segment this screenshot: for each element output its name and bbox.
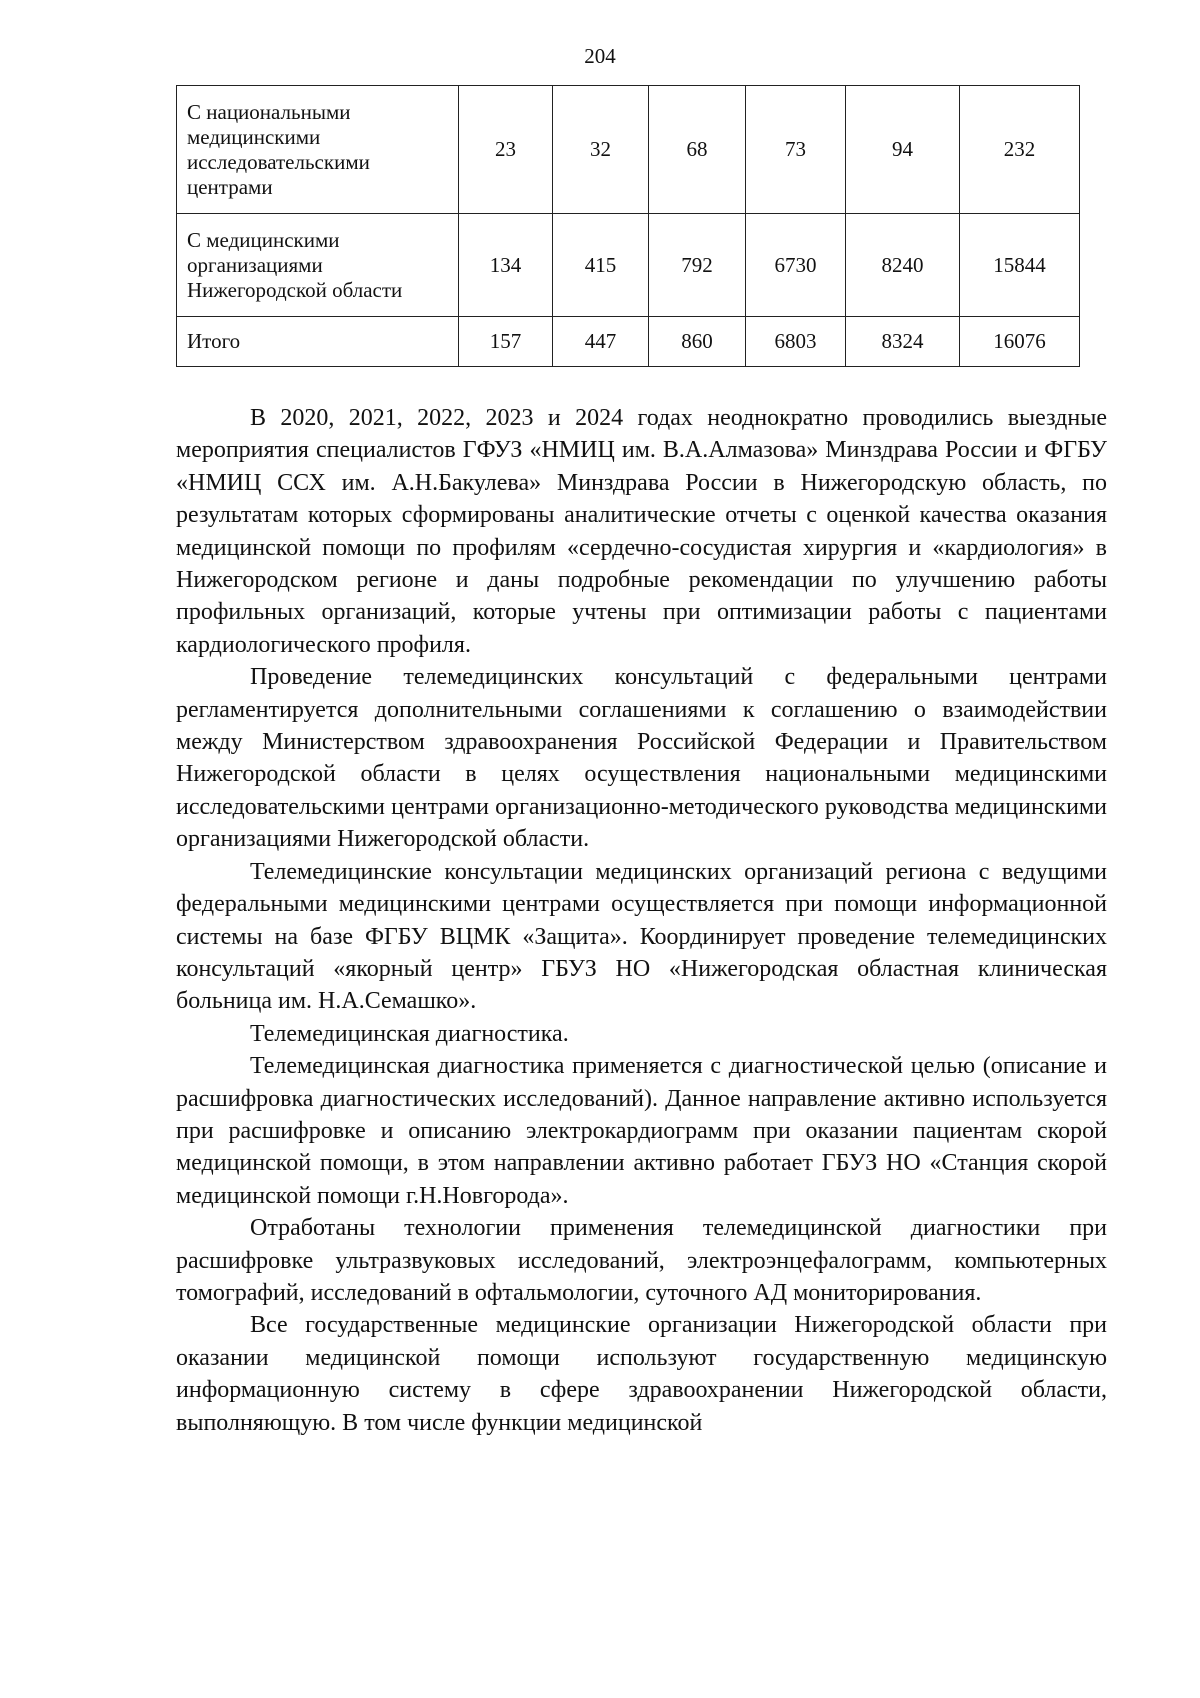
table-cell: 792 [649, 214, 746, 317]
body-text [176, 402, 1107, 1439]
paragraph: В 2020, 2021, 2022, 2023 и 2024 годах неоднократно проводились выездные мероприятия специалистов ГФУЗ «НМИЦ им. В.А.Алмазова» Минздрава России и ФГБУ «НМИЦ ССХ им. А.Н.Бакулева» Минздрава России в Нижегородскую область, по результатам которых сформированы аналитические отчеты с оценкой качества оказания медицинской помощи по профилям «сердечно-сосудистая хирургия и «кардиология» в Нижегородском регионе и даны подробные рекомендации по улучшению работы профильных организаций, которые учтены при оптимизации работы с пациентами кардиологического профиля. [176, 405, 1107, 658]
table-row-total [177, 317, 1080, 367]
table-cell: 94 [846, 86, 960, 214]
table-row [177, 86, 1080, 214]
table-cell: 16076 [960, 317, 1080, 367]
table-cell: 157 [459, 317, 553, 367]
page-number: 204 [584, 44, 616, 68]
row-label: Итого [177, 317, 459, 367]
table-cell: 8240 [846, 214, 960, 317]
table-cell: 8324 [846, 317, 960, 367]
paragraph: Отработаны технологии применения телемедицинской диагностики при расшифровке ультразвуковых исследований, электроэнцефалограмм, компьютерных томографий, исследований в офтальмологии, суточного АД мониторирования. [176, 1215, 1107, 1306]
table-cell: 6730 [746, 214, 846, 317]
table-cell: 6803 [746, 317, 846, 367]
table-cell: 415 [553, 214, 649, 317]
paragraph: Телемедицинская диагностика применяется с диагностической целью (описание и расшифровка диагностических исследований). Данное направление активно используется при расшифровке и описанию электрокардиограмм при оказании пациентам скорой медицинской помощи, в этом направлении активно работает ГБУЗ НО «Станция скорой медицинской помощи г.Н.Новгорода». [176, 1053, 1107, 1209]
table-cell: 232 [960, 86, 1080, 214]
table-cell: 23 [459, 86, 553, 214]
paragraph: Телемедицинская диагностика. [250, 1020, 569, 1047]
table-cell: 134 [459, 214, 553, 317]
table-cell: 32 [553, 86, 649, 214]
table-row [177, 214, 1080, 317]
row-label: С национальными медицинскими исследовательскими центрами [177, 86, 459, 214]
table-cell: 860 [649, 317, 746, 367]
paragraph: Все государственные медицинские организации Нижегородской области при оказании медицинской помощи используют государственную медицинскую информационную систему в сфере здравоохранении Нижегородской области, выполняющую. В том числе функции медицинской [176, 1312, 1107, 1436]
table-cell: 447 [553, 317, 649, 367]
row-label: С медицинскими организациями Нижегородской области [177, 214, 459, 317]
table-cell: 68 [649, 86, 746, 214]
table-cell: 73 [746, 86, 846, 214]
paragraph: Проведение телемедицинских консультаций с федеральными центрами регламентируется дополнительными соглашениями к соглашению о взаимодействии между Министерством здравоохранения Российской Федерации и Правительством Нижегородской области в целях осуществления национальными медицинскими исследовательскими центрами организационно-методического руководства медицинскими организациями Нижегородской области. [176, 664, 1107, 853]
consultations-table [176, 85, 1080, 367]
table-cell: 15844 [960, 214, 1080, 317]
paragraph: Телемедицинские консультации медицинских организаций региона с ведущими федеральными медицинскими центрами осуществляется при помощи информационной системы на базе ФГБУ ВЦМК «Защита». Координирует проведение телемедицинских консультаций «якорный центр» ГБУЗ НО «Нижегородская областная клиническая больница им. Н.А.Семашко». [176, 858, 1107, 1015]
